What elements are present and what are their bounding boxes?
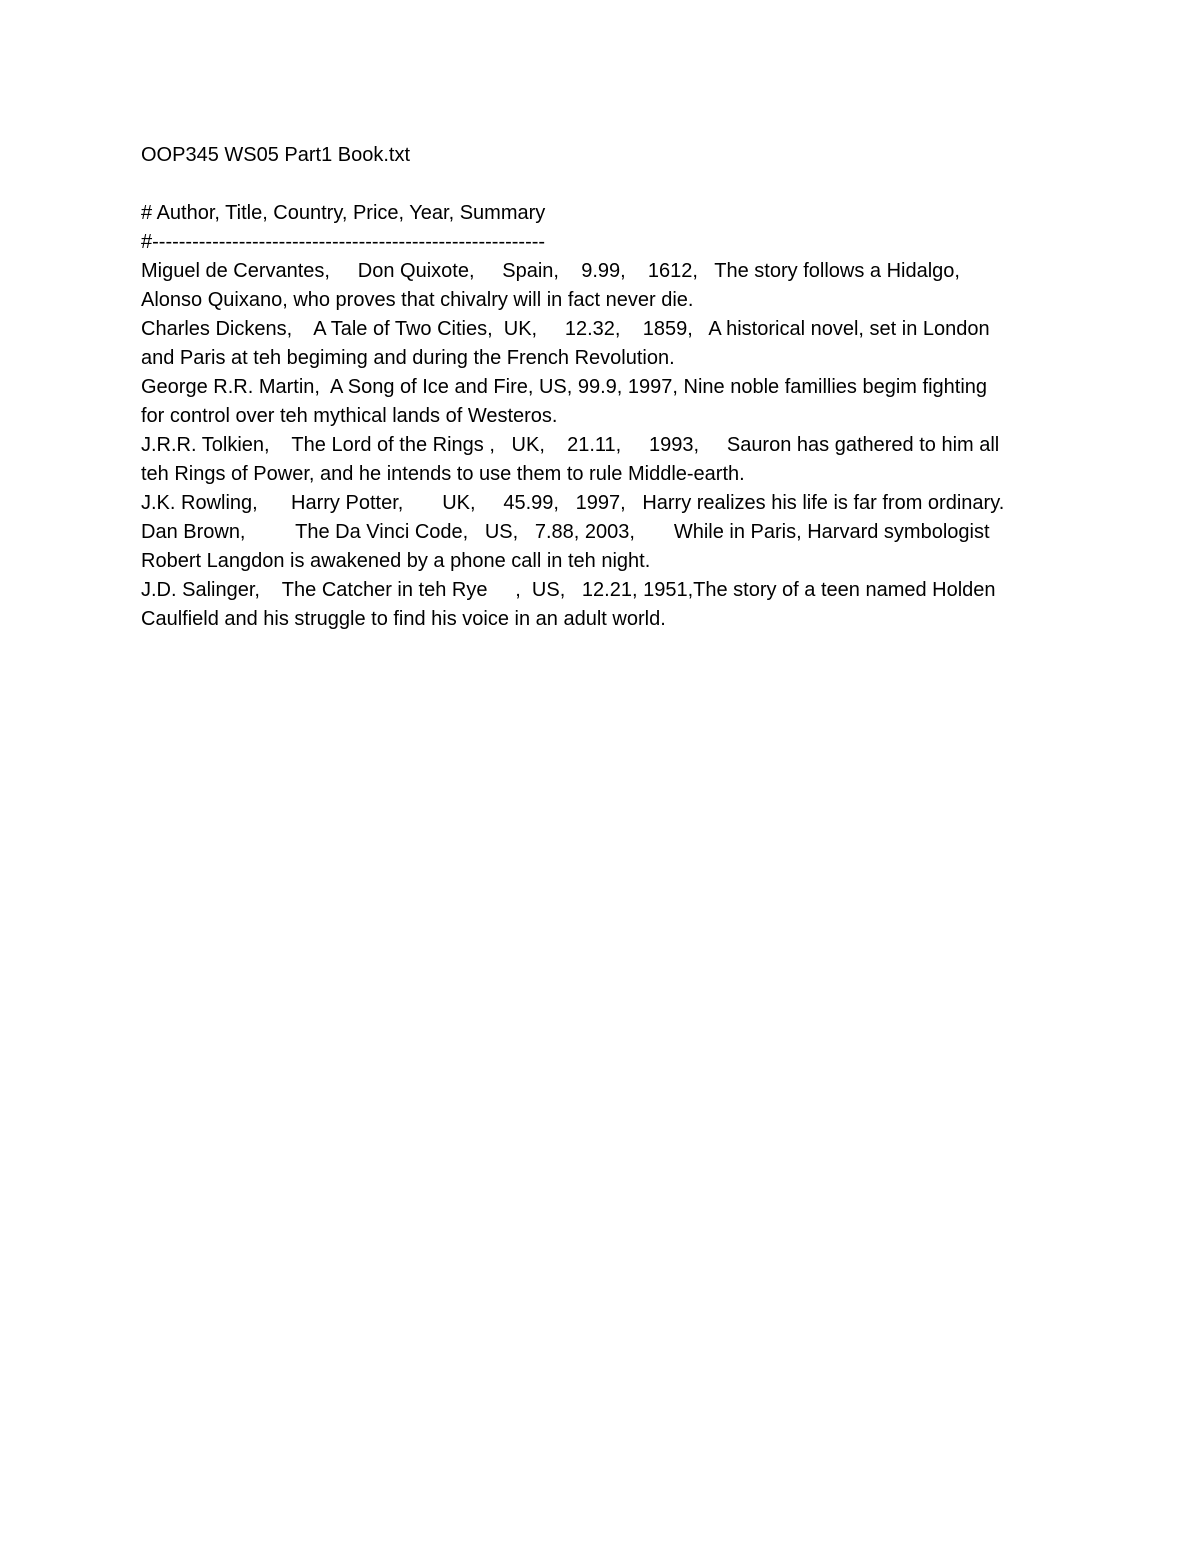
record-line-continued: Robert Langdon is awakened by a phone call in teh night. xyxy=(141,550,651,572)
record-line-continued: Alonso Quixano, who proves that chivalry will in fact never die. xyxy=(141,289,694,311)
blank-line xyxy=(141,170,1071,199)
record-line: J.D. Salinger, The Catcher in teh Rye , US, 12.21, 1951,The story of a teen named Holden xyxy=(141,579,996,601)
record-line-continued: and Paris at teh begiming and during the French Revolution. xyxy=(141,347,675,369)
record-line: Miguel de Cervantes, Don Quixote, Spain, 9.99, 1612, The story follows a Hidalgo, xyxy=(141,260,960,282)
header-line: # Author, Title, Country, Price, Year, Summary xyxy=(141,202,546,224)
record-line-continued: teh Rings of Power, and he intends to use them to rule Middle-earth. xyxy=(141,463,745,485)
record-line: J.K. Rowling, Harry Potter, UK, 45.99, 1997, Harry realizes his life is far from ordinary. xyxy=(141,492,1005,514)
record-3 xyxy=(141,373,1071,431)
record-line-continued: Caulfield and his struggle to find his voice in an adult world. xyxy=(141,608,666,630)
document-title: OOP345 WS05 Part1 Book.txt xyxy=(141,144,411,166)
document-body xyxy=(141,141,1071,634)
separator-line: #----------------------------------------------------------- xyxy=(141,231,546,253)
record-4 xyxy=(141,431,1071,489)
record-2 xyxy=(141,315,1071,373)
record-line: George R.R. Martin, A Song of Ice and Fire, US, 99.9, 1997, Nine noble famillies begim fighting xyxy=(141,376,988,398)
record-line: Dan Brown, The Da Vinci Code, US, 7.88, 2003, While in Paris, Harvard symbologist xyxy=(141,521,990,543)
record-7 xyxy=(141,576,1071,634)
record-line: J.R.R. Tolkien, The Lord of the Rings , UK, 21.11, 1993, Sauron has gathered to him all xyxy=(141,434,1000,456)
record-1 xyxy=(141,257,1071,315)
record-5 xyxy=(141,489,1071,518)
record-line-continued: for control over teh mythical lands of Westeros. xyxy=(141,405,558,427)
record-6 xyxy=(141,518,1071,576)
record-line: Charles Dickens, A Tale of Two Cities, UK, 12.32, 1859, A historical novel, set in London xyxy=(141,318,990,340)
